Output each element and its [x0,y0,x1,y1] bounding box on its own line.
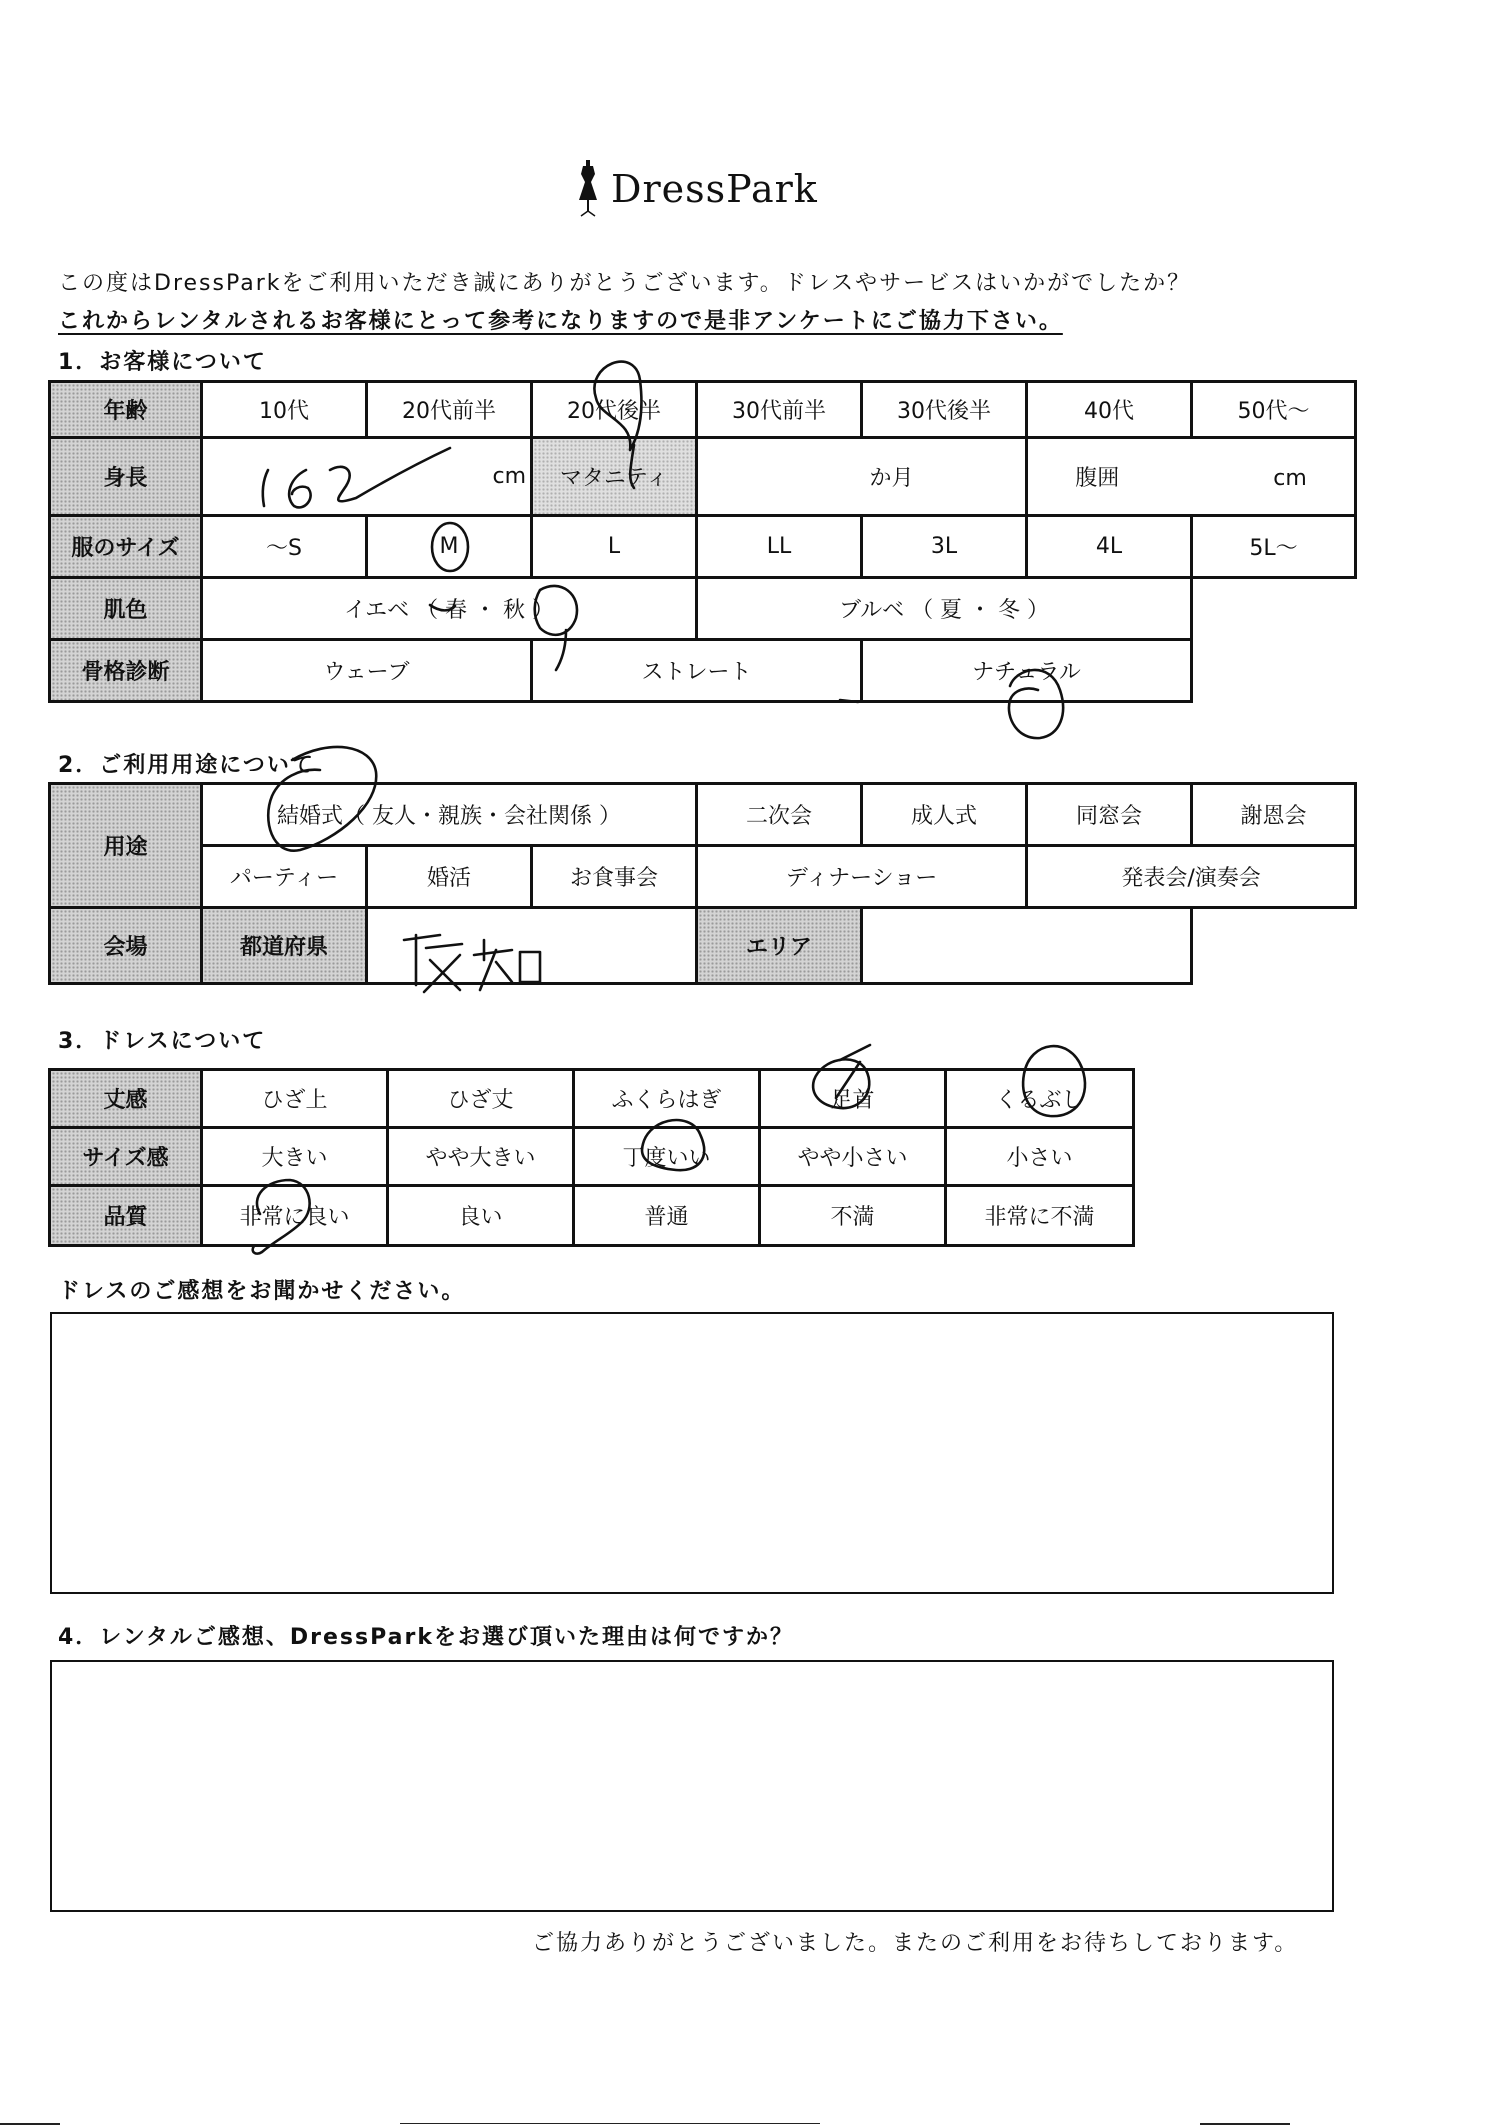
fit-label: サイズ感 [50,1128,202,1186]
age-option[interactable]: 30代前半 [697,382,862,438]
size-option[interactable]: L [532,516,697,578]
prefecture-label: 都道府県 [202,908,367,984]
height-unit: cm [492,464,526,489]
prefecture-field[interactable] [367,908,697,984]
belly-unit: cm [1273,466,1307,491]
length-label: 丈感 [50,1070,202,1128]
section3-title: 3．ドレスについて [58,1029,267,1054]
age-option[interactable]: 40代 [1027,382,1192,438]
size-option[interactable]: 4L [1027,516,1192,578]
quality-option[interactable]: 普通 [574,1186,760,1246]
quality-option[interactable]: 不満 [760,1186,946,1246]
scan-mark [1200,2123,1290,2125]
maternity-label: マタニティ [532,438,697,516]
length-option[interactable]: ひざ上 [202,1070,388,1128]
purpose-option[interactable]: 婚活 [367,846,532,908]
months-unit: か月 [869,466,914,491]
purpose-option[interactable]: ディナーショー [697,846,1027,908]
fit-option[interactable]: 丁度いい [574,1128,760,1186]
quality-option[interactable]: 良い [388,1186,574,1246]
size-option[interactable]: 5L～ [1192,516,1356,578]
dress-comment-prompt: ドレスのご感想をお聞かせください。 [58,1279,466,1304]
intro-request: これからレンタルされるお客様にとって参考になりますので是非アンケートにご協力下さい。 [58,309,1063,334]
length-option[interactable]: くるぶし [946,1070,1134,1128]
age-label: 年齢 [50,382,202,438]
scan-mark [400,2123,820,2124]
intro-text: この度はDressParkをご利用いただき誠にありがとうございます。ドレスやサービスはいかがでしたか？ [58,271,1192,296]
skin-blue-option[interactable]: ブルベ （ 夏 ・ 冬 ） [697,578,1192,640]
quality-label: 品質 [50,1186,202,1246]
purpose-option[interactable]: 二次会 [697,784,862,846]
skin-yellow-option[interactable]: イエベ （ 春 ・ 秋 ） [202,578,697,640]
scan-mark [0,2123,60,2125]
section1-title: 1．お客様について [58,350,267,375]
area-field[interactable] [862,908,1192,984]
dress-comment-box[interactable] [50,1312,1334,1594]
age-option[interactable]: 20代前半 [367,382,532,438]
fit-option[interactable]: やや大きい [388,1128,574,1186]
fit-option[interactable]: 小さい [946,1128,1134,1186]
maternity-months-field[interactable] [697,438,1027,516]
size-option[interactable]: M [367,516,532,578]
skin-label: 肌色 [50,578,202,640]
length-option[interactable]: 足首 [760,1070,946,1128]
age-option[interactable]: 30代後半 [862,382,1027,438]
purpose-option[interactable]: 発表会/演奏会 [1027,846,1356,908]
age-option[interactable]: 10代 [202,382,367,438]
frame-option[interactable]: ナチュラル [862,640,1192,702]
brand-name: DressPark [611,167,818,211]
purpose-table [48,782,1357,985]
frame-label: 骨格診断 [50,640,202,702]
belly-label: 腹囲 [1075,466,1120,491]
reason-comment-box[interactable] [50,1660,1334,1912]
age-option[interactable]: 20代後半 [532,382,697,438]
purpose-option[interactable]: 成人式 [862,784,1027,846]
purpose-option[interactable]: 同窓会 [1027,784,1192,846]
customer-table [48,380,1357,703]
quality-option[interactable]: 非常に不満 [946,1186,1134,1246]
height-label: 身長 [50,438,202,516]
fit-option[interactable]: 大きい [202,1128,388,1186]
size-label: 服のサイズ [50,516,202,578]
length-option[interactable]: ふくらはぎ [574,1070,760,1128]
purpose-option[interactable]: お食事会 [532,846,697,908]
purpose-label: 用途 [50,784,202,908]
fit-option[interactable]: やや小さい [760,1128,946,1186]
size-option[interactable]: LL [697,516,862,578]
purpose-option[interactable]: パーティー [202,846,367,908]
section2-title: 2．ご利用用途について [58,753,315,778]
section4-title: 4．レンタルご感想、DressParkをお選び頂いた理由は何ですか？ [58,1625,794,1650]
venue-label: 会場 [50,908,202,984]
quality-option[interactable]: 非常に良い [202,1186,388,1246]
footer-thanks: ご協力ありがとうございました。またのご利用をお待ちしております。 [532,1931,1299,1956]
dress-table [48,1068,1135,1247]
purpose-option[interactable]: 結婚式（ 友人・親族・会社関係 ） [202,784,697,846]
frame-option[interactable]: ストレート [532,640,862,702]
length-option[interactable]: ひざ丈 [388,1070,574,1128]
height-field[interactable] [202,438,532,516]
brand-logo [575,160,818,218]
purpose-option[interactable]: 謝恩会 [1192,784,1356,846]
belly-field[interactable] [1027,438,1356,516]
age-option[interactable]: 50代～ [1192,382,1356,438]
area-label: エリア [697,908,862,984]
frame-option[interactable]: ウェーブ [202,640,532,702]
size-option[interactable]: ～S [202,516,367,578]
dress-form-icon [575,160,601,218]
size-option[interactable]: 3L [862,516,1027,578]
